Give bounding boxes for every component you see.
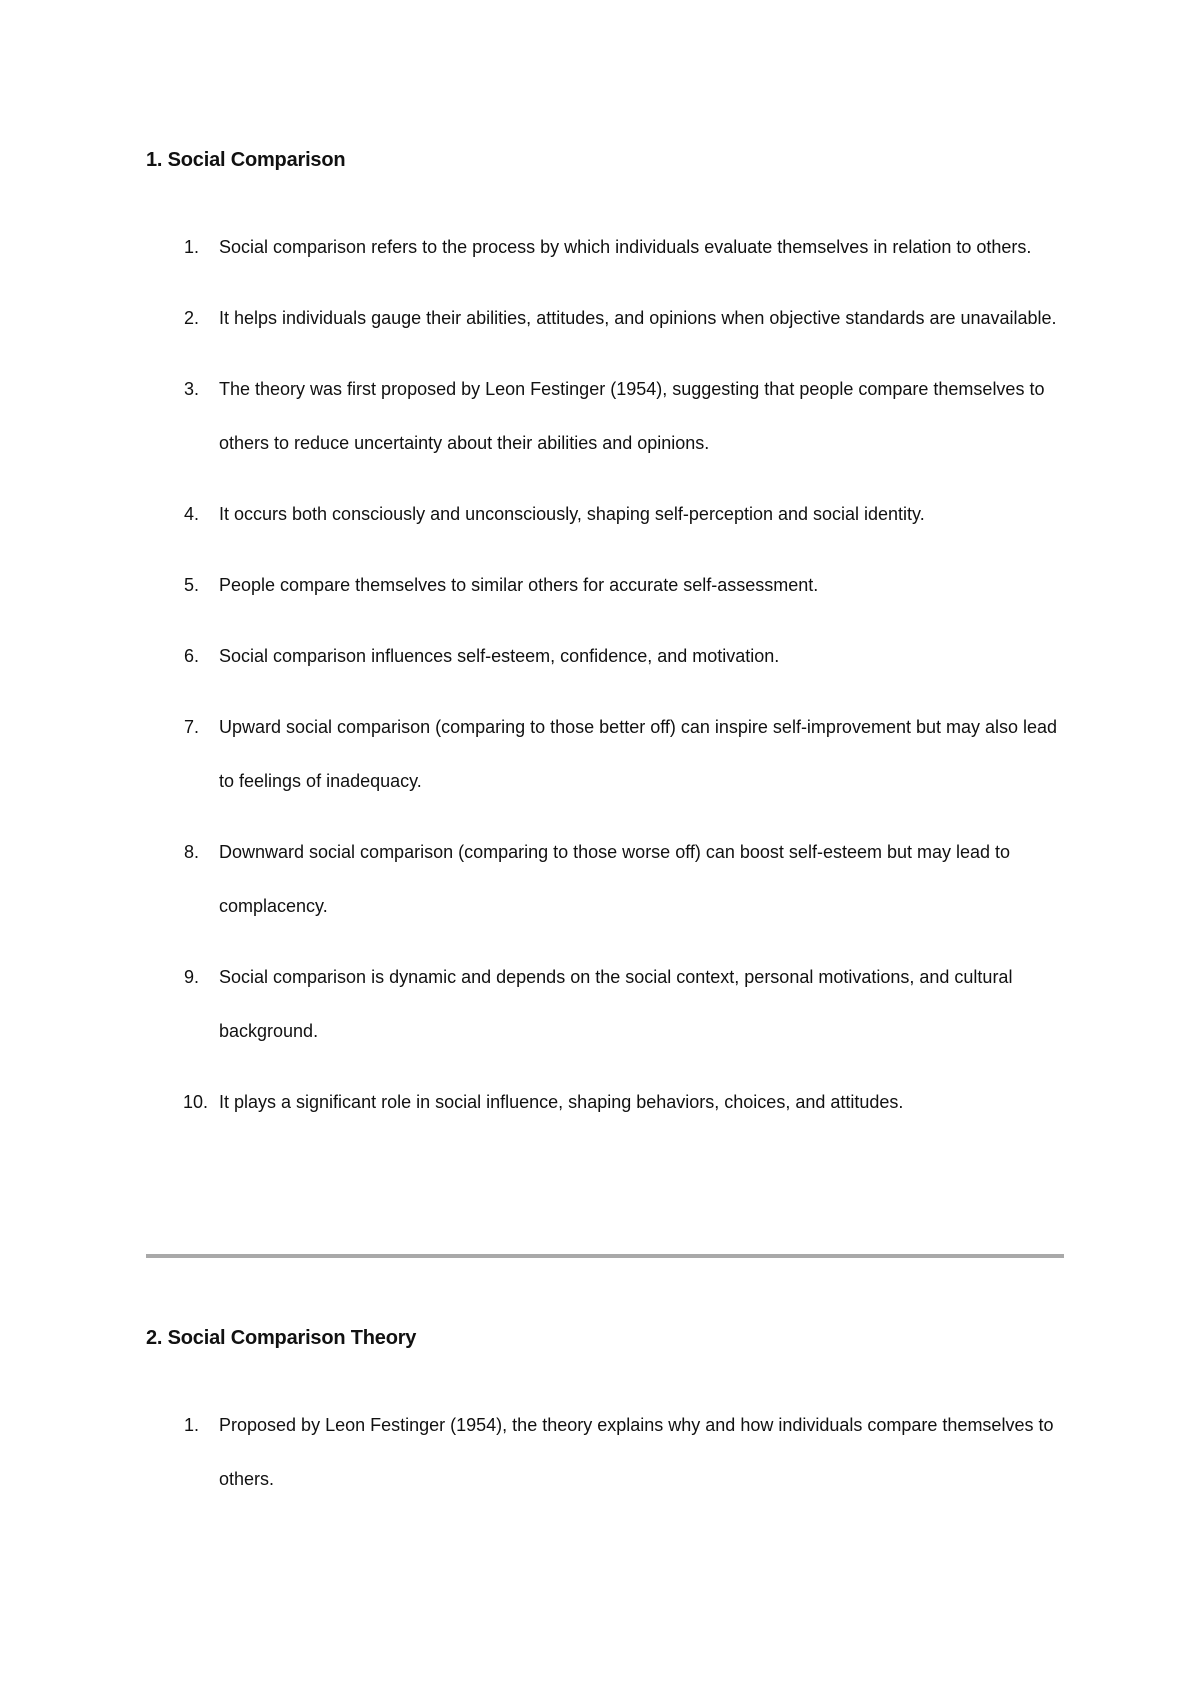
list-number: 8. (184, 842, 200, 862)
list-text: Proposed by Leon Festinger (1954), the theory explains why and how individuals compare themselves to others. (219, 1415, 1054, 1489)
list-item (146, 487, 1066, 541)
list-text: People compare themselves to similar others for accurate self-assessment. (219, 575, 819, 595)
list-item (146, 825, 1066, 933)
list-text: It plays a significant role in social influence, shaping behaviors, choices, and attitudes. (219, 1092, 904, 1112)
list-text: It occurs both consciously and unconsciously, shaping self-perception and social identity. (219, 504, 925, 524)
list-number: 1. (184, 1415, 200, 1435)
list-item (146, 1075, 1066, 1129)
list-number: 2. (184, 308, 200, 328)
list-item (146, 558, 1066, 612)
list-number: 4. (184, 504, 200, 524)
list-item (146, 291, 1066, 345)
list-item (146, 700, 1066, 808)
list-text: Social comparison influences self-esteem, confidence, and motivation. (219, 646, 780, 666)
list-number: 9. (184, 967, 200, 987)
list-number: 3. (184, 379, 200, 399)
list-item (146, 220, 1066, 274)
list-item (146, 362, 1066, 470)
list-text: Social comparison is dynamic and depends on the social context, personal motivations, and cultural background. (219, 967, 1013, 1041)
list-item (146, 950, 1066, 1058)
numbered-list (146, 1398, 1066, 1523)
list-number: 10. (183, 1092, 209, 1112)
list-number: 1. (184, 237, 200, 257)
numbered-list (146, 220, 1066, 1146)
list-number: 6. (184, 646, 200, 666)
list-number: 5. (184, 575, 200, 595)
list-text: Upward social comparison (comparing to those better off) can inspire self-improvement but may also lead to feelings of inadequacy. (219, 717, 1058, 791)
list-item (146, 629, 1066, 683)
list-text: Social comparison refers to the process by which individuals evaluate themselves in relation to others. (219, 237, 1032, 257)
list-text: Downward social comparison (comparing to those worse off) can boost self-esteem but may lead to complacency. (219, 842, 1011, 916)
list-text: The theory was first proposed by Leon Festinger (1954), suggesting that people compare themselves to others to reduce uncertainty about their abilities and opinions. (219, 379, 1045, 453)
section-heading: 1. Social Comparison (146, 149, 346, 171)
section-heading: 2. Social Comparison Theory (146, 1327, 417, 1349)
horizontal-divider (146, 1254, 1064, 1258)
list-number: 7. (184, 717, 200, 737)
list-text: It helps individuals gauge their abilities, attitudes, and opinions when objective standards are unavailable. (219, 308, 1057, 328)
list-item (146, 1398, 1066, 1506)
